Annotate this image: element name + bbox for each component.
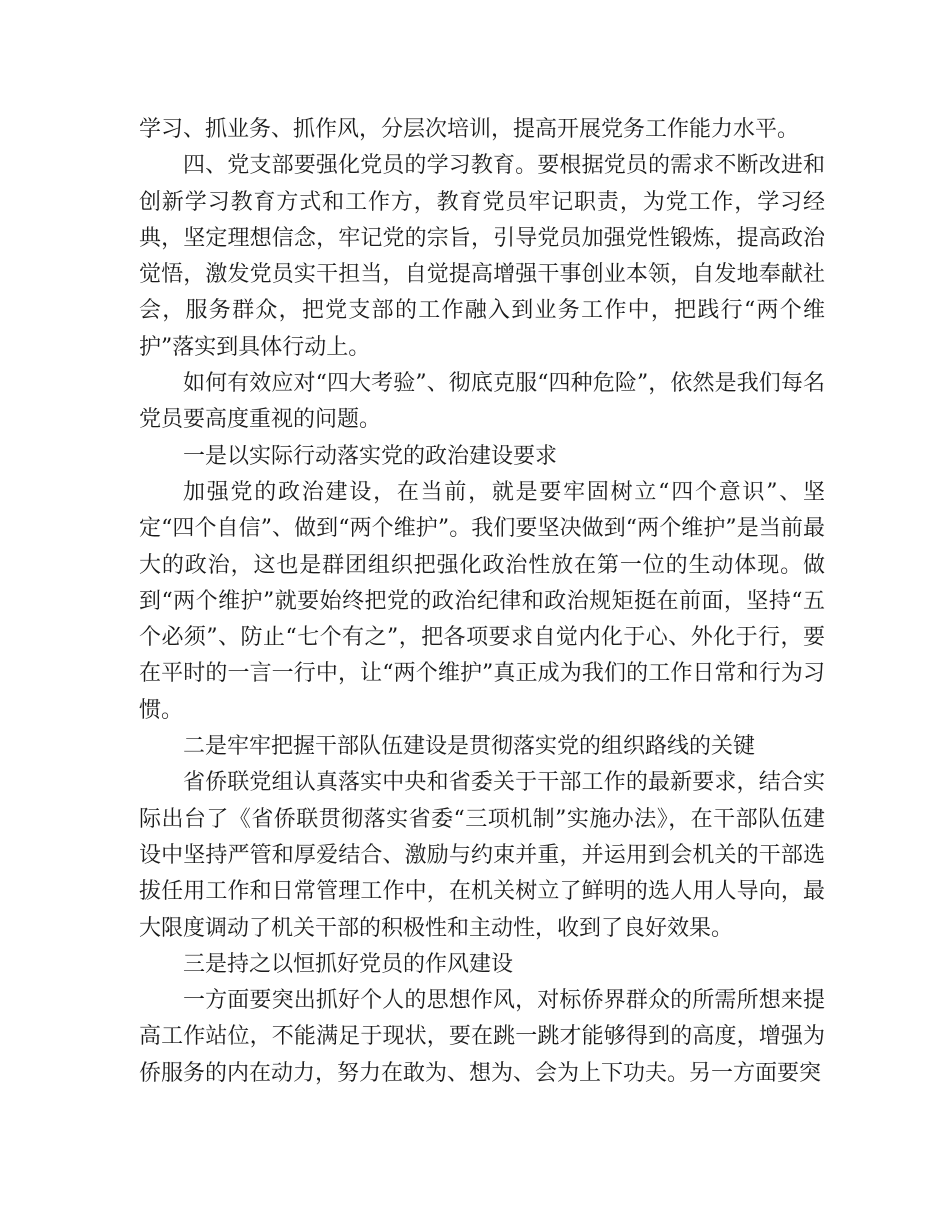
paragraph-four-tests: 如何有效应对“四大考验”、彻底克服“四种危险”，依然是我们每名党员要高度重视的问题。 — [139, 371, 825, 433]
paragraph-cadre-team: 省侨联党组认真落实中央和省委关于干部工作的最新要求，结合实际出台了《省侨联贯彻落实省委“三项机制”实施办法》，在干部队伍建设中坚持严管和厚爱结合、激励与约束并重，并运用到会机关的干部选拔任用工作和日常管理工作中，在机关树立了鲜明的选人用人导向，最大限度调动了机关干部的积极性和主动性，收到了良好效果。 — [139, 770, 825, 941]
paragraph-political-building: 加强党的政治建设，在当前，就是要牢固树立“四个意识”、坚定“四个自信”、做到“两个维护”。我们要坚决做到“两个维护”是当前最大的政治，这也是群团组织把强化政治性放在第一位的生动体现。做到“两个维护”就要始终把党的政治纪律和政治规矩挺在前面，坚持“五个必须”、防止“七个有之”，把各项要求自觉内化于心、外化于行，要在平时的一言一行中，让“两个维护”真正成为我们的工作日常和行为习惯。 — [139, 479, 825, 723]
paragraph-work-style: 一方面要突出抓好个人的思想作风，对标侨界群众的所需所想来提高工作站位，不能满足于现状，要在跳一跳才能够得到的高度，增强为侨服务的内在动力，努力在敢为、想为、会为上下功夫。另一方面要突 — [139, 988, 825, 1086]
section-heading-cadre-team: 二是牢牢把握干部队伍建设是贯彻落实党的组织路线的关键 — [183, 734, 756, 760]
paragraph-party-branch-study: 四、党支部要强化党员的学习教育。要根据党员的需求不断改进和创新学习教育方式和工作方，教育党员牢记职责，为党工作，学习经典，坚定理想信念，牢记党的宗旨，引导党员加强党性锻炼，提高政治觉悟，激发党员实干担当，自觉提高增强干事创业本领，自发地奉献社会，服务群众，把党支部的工作融入到业务工作中，把践行“两个维护”落实到具体行动上。 — [139, 153, 825, 360]
document-body — [139, 112, 825, 1092]
section-heading-work-style: 三是持之以恒抓好党员的作风建设 — [183, 951, 514, 977]
section-heading-political-building: 一是以实际行动落实党的政治建设要求 — [183, 443, 558, 469]
paragraph-continuation: 学习、抓业务、抓作风，分层次培训，提高开展党务工作能力水平。 — [139, 117, 800, 142]
